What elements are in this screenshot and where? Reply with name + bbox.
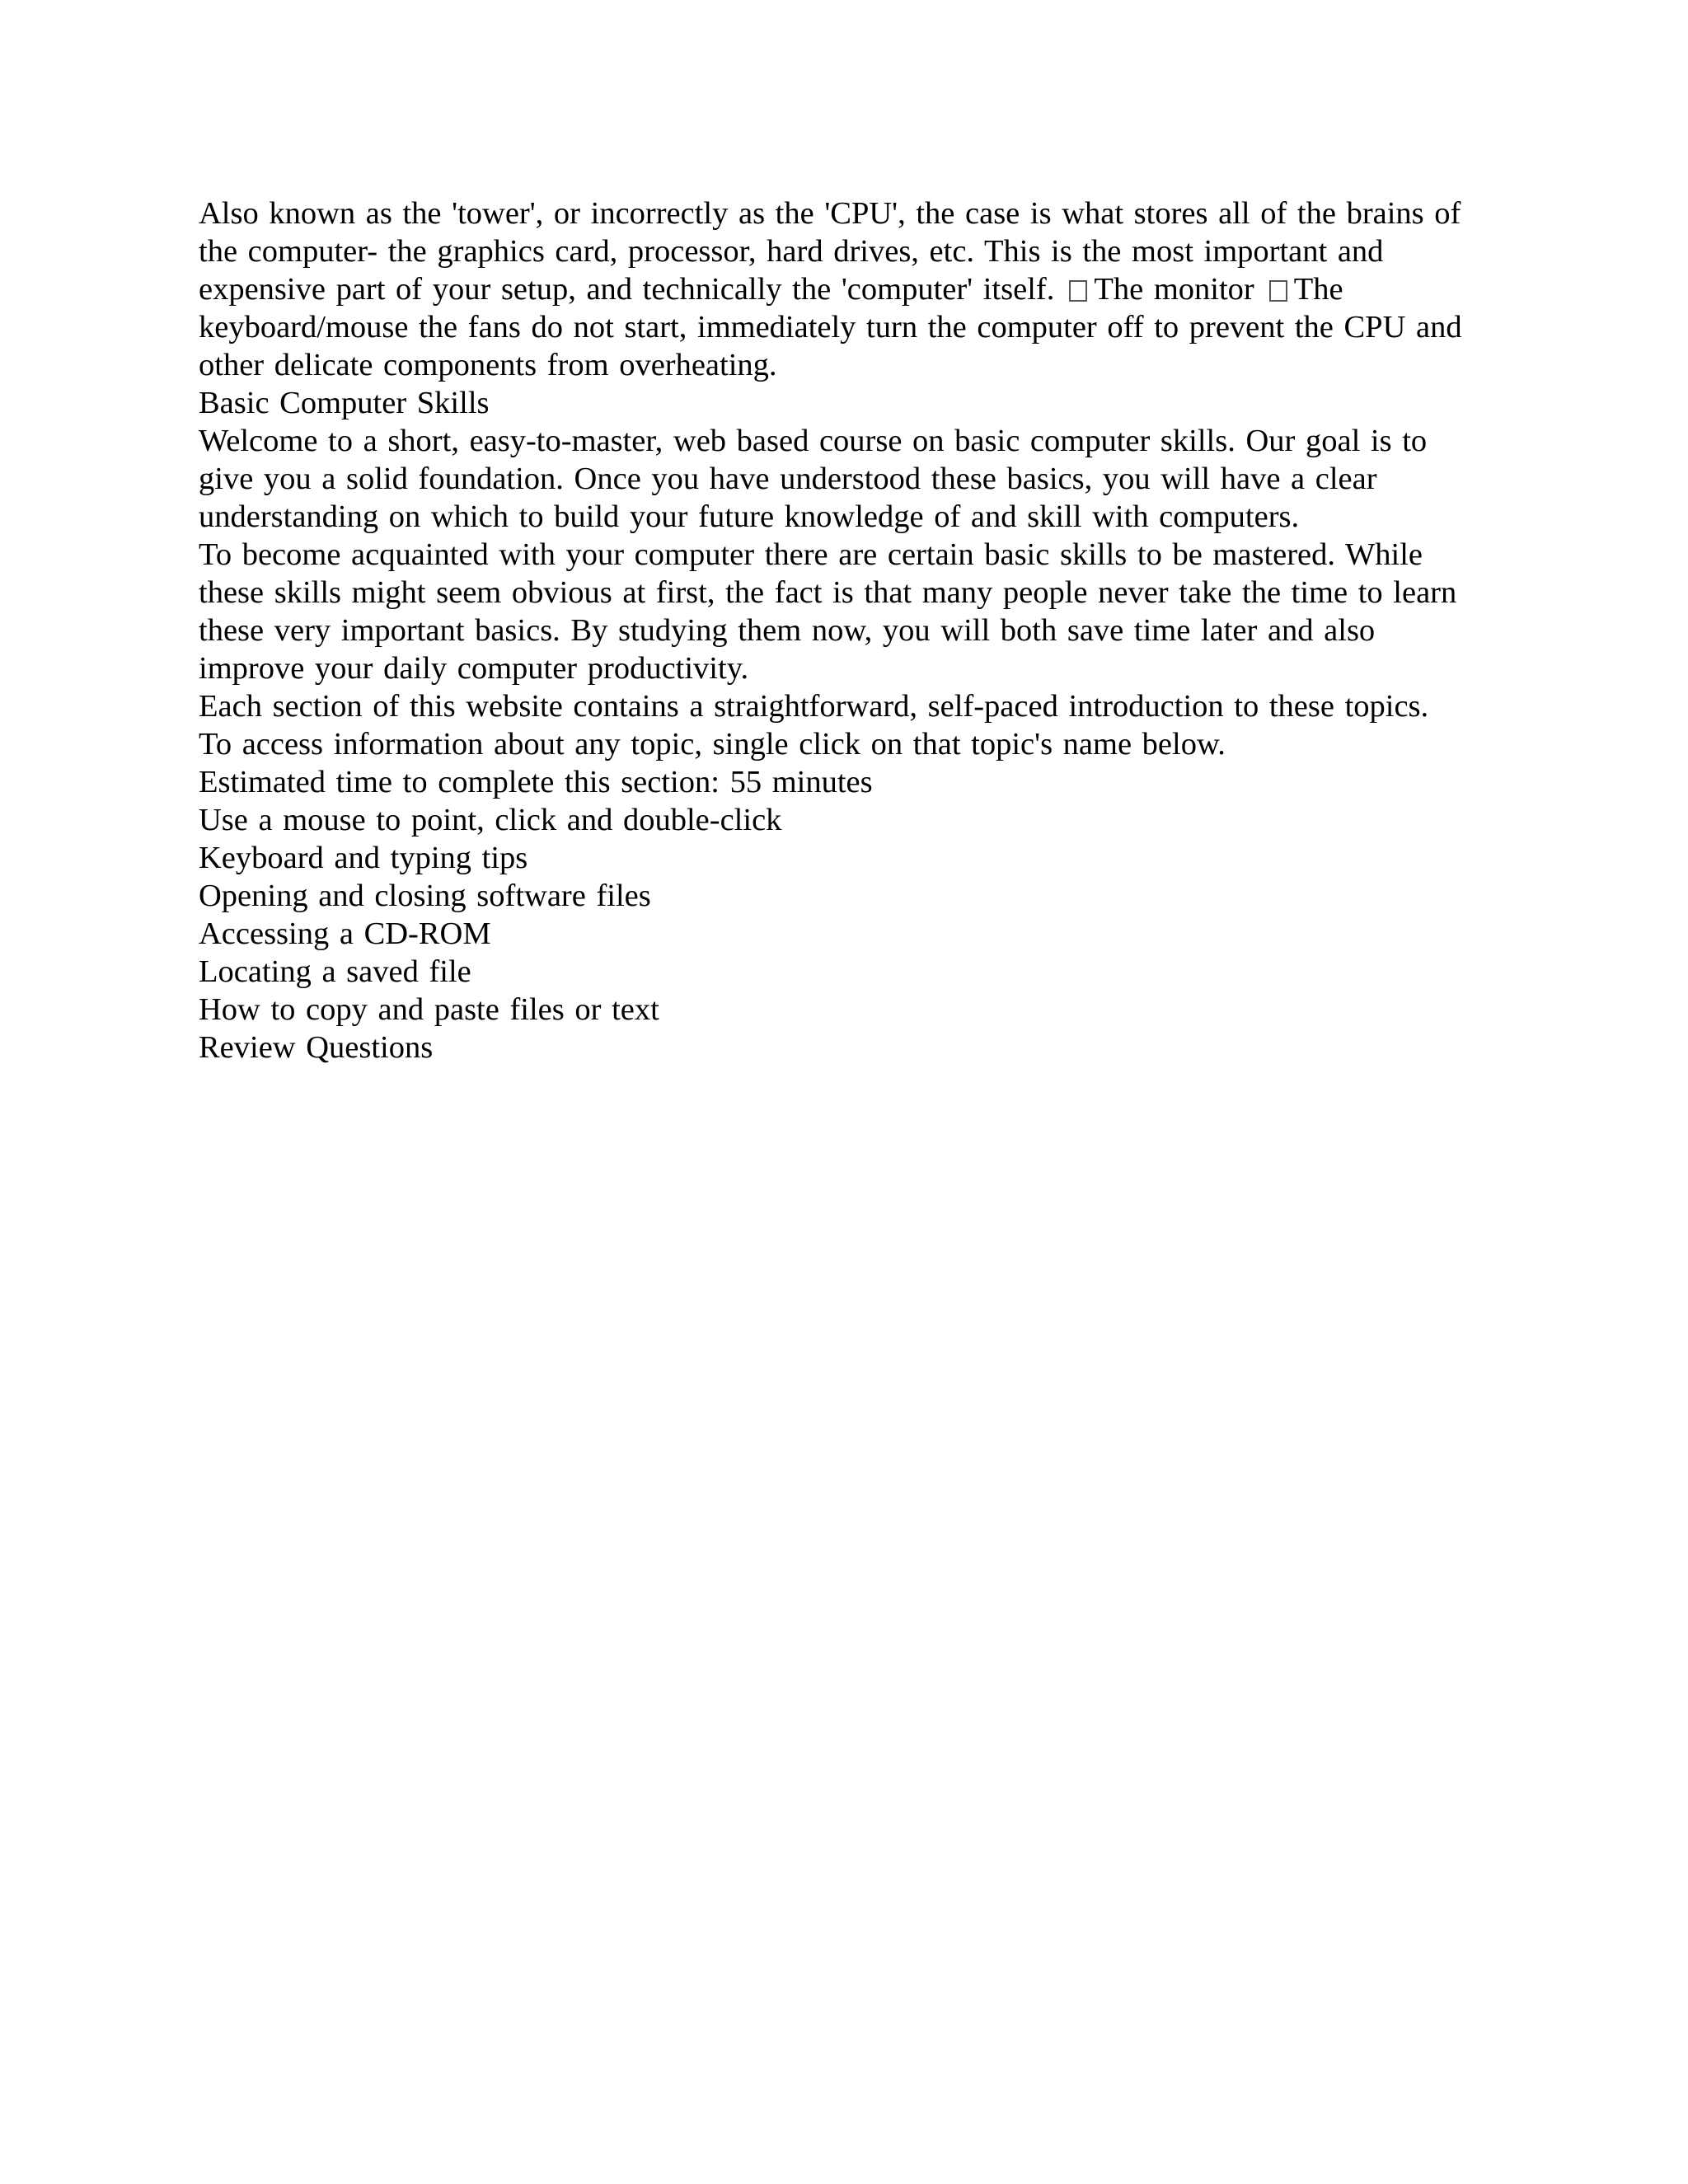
acquaint-paragraph <box>199 536 1501 687</box>
topic-item[interactable]: Keyboard and typing tips <box>199 841 528 875</box>
topic-item[interactable]: Opening and closing software files <box>199 879 651 913</box>
intro-paragraph <box>199 194 1501 384</box>
topic-item[interactable]: Review Questions <box>199 1030 434 1065</box>
acquaint-line: improve your daily computer productivity. <box>199 651 749 686</box>
missing-glyph-icon <box>1069 280 1087 302</box>
intro-text: The <box>1293 272 1343 307</box>
sections-line: To access information about any topic, single click on that topic's name below. <box>199 727 1226 762</box>
intro-line <box>199 270 1501 308</box>
sections-paragraph <box>199 687 1501 763</box>
intro-text: The monitor <box>1094 272 1254 307</box>
welcome-line: give you a solid foundation. Once you have understood these basics, you will have a clear <box>199 462 1377 496</box>
topic-item[interactable]: Accessing a CD-ROM <box>199 916 491 951</box>
intro-line: Also known as the 'tower', or incorrectly as the 'CPU', the case is what stores all of the brains of <box>199 196 1461 231</box>
acquaint-line: these skills might seem obvious at first, the fact is that many people never take the time to learn <box>199 575 1457 610</box>
acquaint-line: To become acquainted with your computer there are certain basic skills to be mastered. While <box>199 537 1423 572</box>
welcome-line: Welcome to a short, easy-to-master, web based course on basic computer skills. Our goal is to <box>199 424 1428 458</box>
acquaint-line: these very important basics. By studying them now, you will both save time later and also <box>199 613 1376 648</box>
document-body <box>199 194 1501 1066</box>
sections-line: Each section of this website contains a straightforward, self-paced introduction to these topics. <box>199 689 1429 724</box>
intro-line: the computer- the graphics card, processor, hard drives, etc. This is the most important and <box>199 234 1384 269</box>
topic-list <box>199 801 1501 1066</box>
topic-item[interactable]: Locating a saved file <box>199 954 471 989</box>
topic-item[interactable]: How to copy and paste files or text <box>199 992 659 1027</box>
intro-text: expensive part of your setup, and technically the 'computer' itself. <box>199 272 1055 307</box>
estimated-time: Estimated time to complete this section: 55 minutes <box>199 765 873 799</box>
missing-glyph-icon <box>1269 280 1287 302</box>
welcome-paragraph <box>199 422 1501 536</box>
intro-line: keyboard/mouse the fans do not start, immediately turn the computer off to prevent the CPU and <box>199 310 1462 344</box>
intro-line: other delicate components from overheating. <box>199 348 777 382</box>
welcome-line: understanding on which to build your future knowledge of and skill with computers. <box>199 499 1300 534</box>
topic-item[interactable]: Use a mouse to point, click and double-click <box>199 803 782 837</box>
section-title: Basic Computer Skills <box>199 386 490 420</box>
